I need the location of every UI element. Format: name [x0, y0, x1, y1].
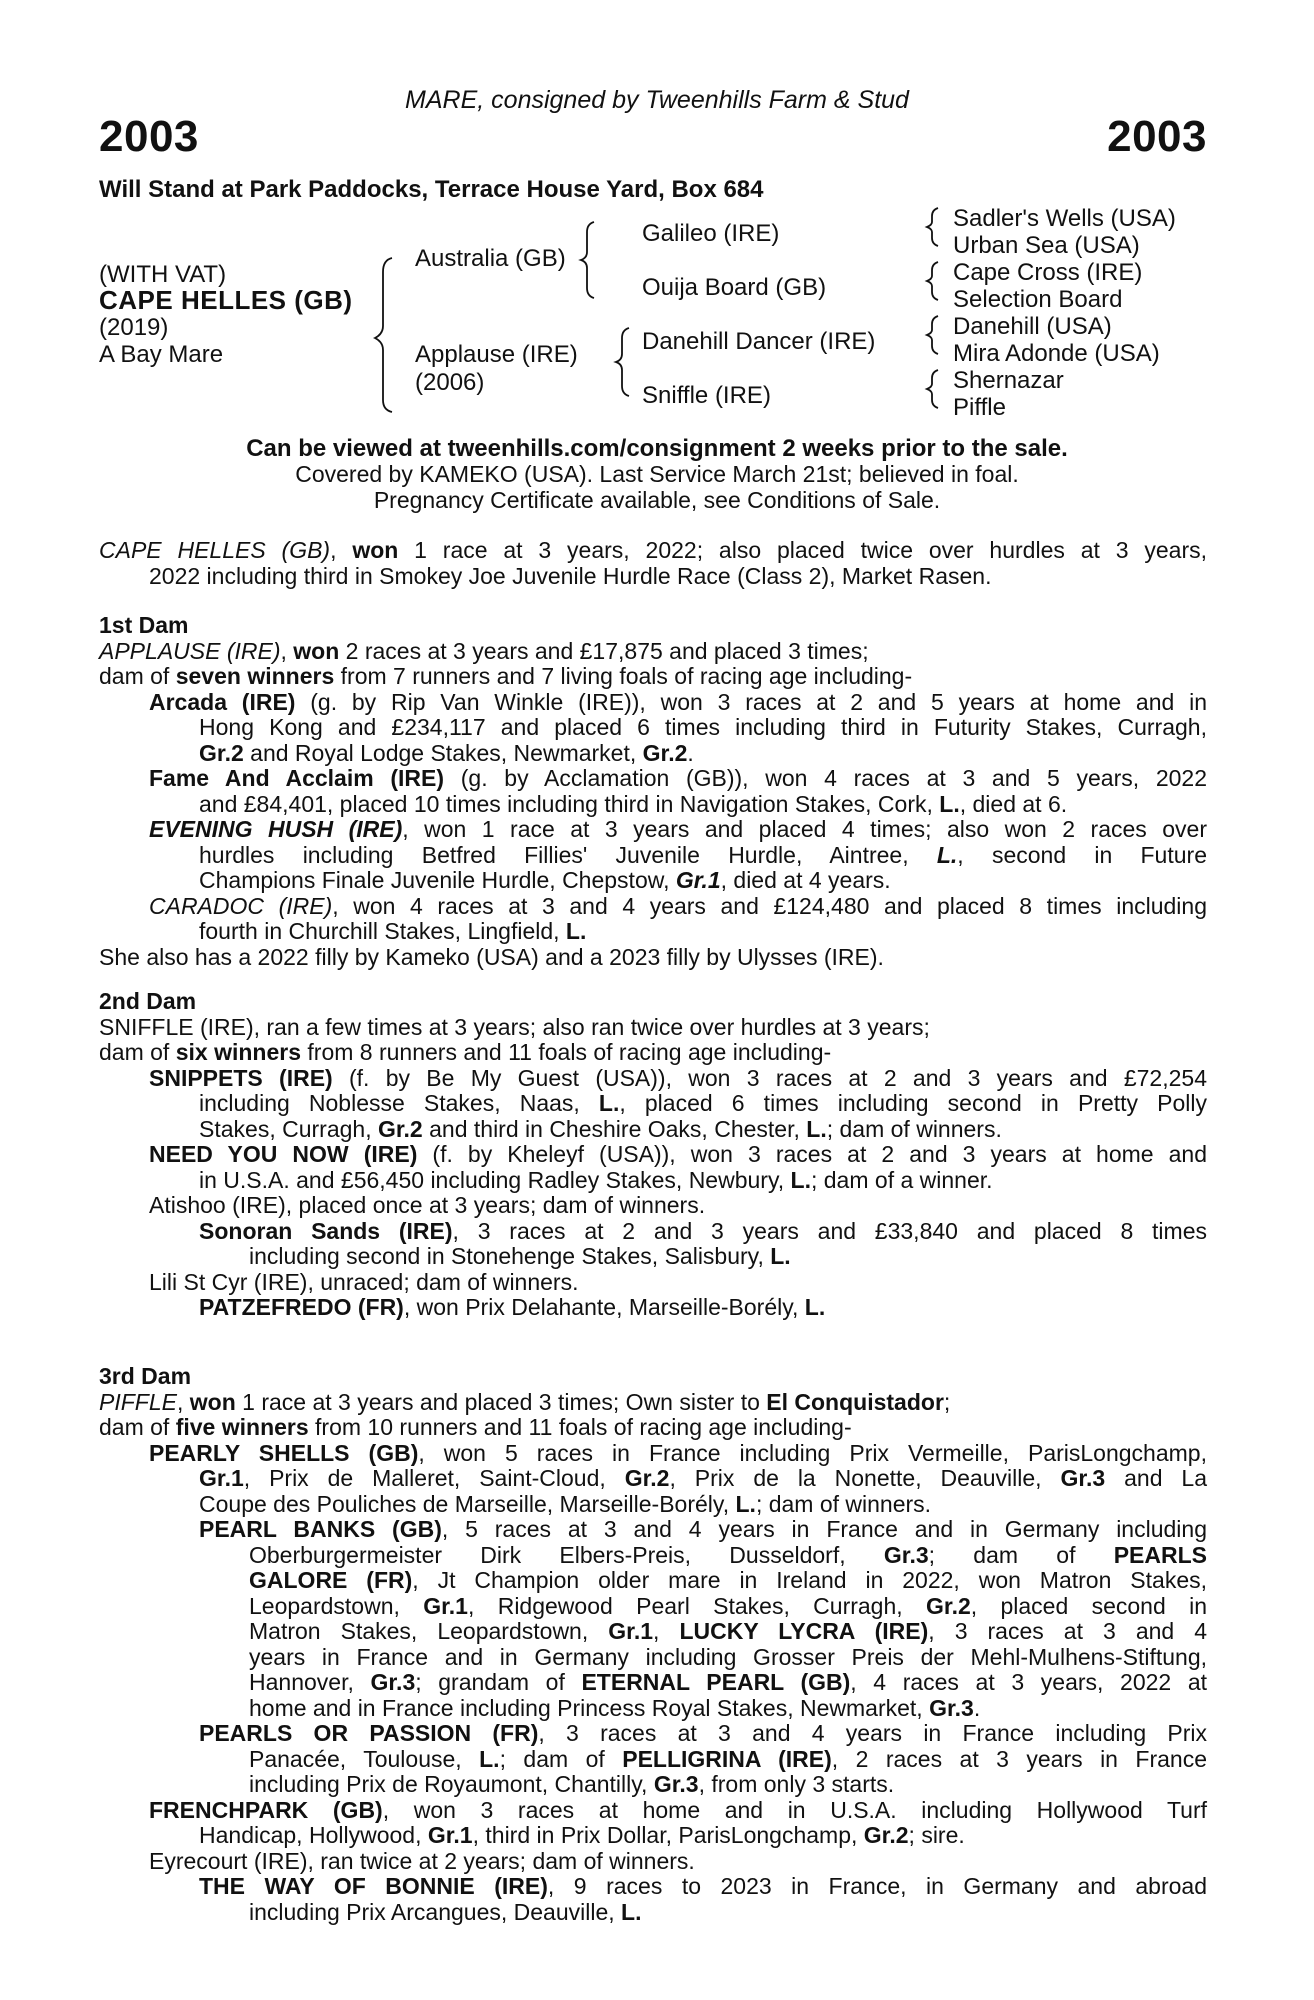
- first-dam-also: She also has a 2022 filly by Kameko (USA) and a 2023 filly by Ulysses (IRE).: [99, 943, 884, 970]
- pearls-galore-name-cont: GALORE (FR): [249, 1567, 413, 1593]
- dam-sire: Danehill Dancer (IRE): [642, 328, 876, 355]
- third-dam-name: PIFFLE: [99, 1388, 177, 1415]
- pearls-or-passion-text-6: , from only 3 starts.: [698, 1771, 895, 1797]
- sonoran-sands-name: Sonoran Sands (IRE): [199, 1217, 453, 1244]
- atishoo-line: Atishoo (IRE), placed once at 3 years; dam of winners.: [149, 1192, 706, 1218]
- pearls-or-passion-text-4: , 2 races at 3 years in France: [831, 1745, 1207, 1772]
- pearl-banks-text-7: , placed second in: [970, 1592, 1207, 1619]
- summary-text: 1 race at 3 years, 2022; also placed twice over hurdles at 3 years,: [398, 537, 1207, 563]
- viewing-note: Can be viewed at tweenhills.com/consignment 2 weeks prior to the sale.: [246, 435, 1068, 462]
- third-dam-record: 1 race at 3 years and placed 3 times; Own sister to: [235, 1388, 767, 1415]
- stand-location: Will Stand at Park Paddocks, Terrace House Yard, Box 684: [99, 176, 764, 203]
- snippets-name: SNIPPETS (IRE): [149, 1064, 333, 1091]
- third-dam-section: 3rd Dam PIFFLE, won 1 race at 3 years and placed 3 times; Own sister to El Conquistador; dam of five winners from 10 runners and 11 foals of racing age including- PEARLY SHELLS (GB), won 5 races in France including Prix Vermeille, ParisLongchamp, Gr.1, Prix de Malleret, Saint-Cloud, Gr.2, Prix de la Nonette, Deauville, Gr.3 and La Coupe des Pouliches de Marseille, Marseille-Borély, L.; dam of winners. PEARL BANKS (GB), 5 races at 3 and 4 years in France and in Germany including Oberburgermeister Dirk Elbers-Preis, Dusseldorf, Gr.3; dam of PEARLS GALORE (FR), Jt Champion older mare in Ireland in 2022, won Matron Stakes, Leopardstown, Gr.1, Ridgewood Pearl Stakes, Curragh, Gr.2, placed second in Matron Stakes, Leopardstown, Gr.1, LUCKY LYCRA (IRE), 3 races at 3 and 4 years in France and in Germany including Grosser Preis der Mehl-Mulhens-Stiftung, Hannover, Gr.3; grandam of ETERNAL PEARL (GB), 4 races at 3 years, 2022 at home and in France including Princess Royal Stakes, Newmarket, Gr.3. PEARLS OR PASSION (FR), 3 races at 3 and 4 years in France including Prix Panacée, Toulouse, L.; dam of PELLIGRINA (IRE), 2 races at 3 years in France including Prix de Royaumont, Chantilly, Gr.3, from only 3 starts. FRENCHPARK (GB), won 3 races at home and in U.S.A. including Hollywood Turf Handicap, Hollywood, Gr.1, third in Prix Dollar, ParisLongchamp, Gr.2; sire. Eyrecourt (IRE), ran twice at 2 years; dam of winners. THE WAY OF BONNIE (IRE), 9 races to 2023 in France, in Germany and abroad including Prix Arcangues, Deauville, L.: [99, 1363, 1208, 1925]
- grade-badge: Gr.3: [929, 1694, 974, 1721]
- snippets-text-4: Stakes, Curragh,: [199, 1115, 378, 1142]
- lot-number-left: 2003: [99, 112, 199, 161]
- evening-hush-text-3: , second in Future: [957, 841, 1207, 868]
- grade-badge: Gr.1: [427, 1822, 473, 1848]
- grade-badge: Gr.3: [883, 1541, 929, 1568]
- grandparent-6: Mira Adonde (USA): [953, 340, 1160, 367]
- grade-badge: Gr.1: [199, 1465, 244, 1491]
- grade-badge: Gr.1: [608, 1618, 654, 1644]
- progeny-frenchpark: [99, 1798, 1207, 1849]
- frenchpark-text-3: , third in Prix Dollar, ParisLongchamp,: [472, 1822, 864, 1848]
- grandparent-1: Sadler's Wells (USA): [953, 205, 1176, 232]
- eternal-pearl-name: ETERNAL PEARL (GB): [581, 1669, 851, 1695]
- pearl-banks-text-6: , Ridgewood Pearl Stakes, Curragh,: [467, 1592, 926, 1619]
- pearls-or-passion-text-1: , 3 races at 3 and 4 years in France including Prix: [538, 1720, 1207, 1746]
- grade-badge: Gr.2: [863, 1822, 909, 1848]
- consignor-line: MARE, consigned by Tweenhills Farm & Stud: [405, 86, 909, 114]
- fame-text-1: (g. by Acclamation (GB)), won 4 races at 3 and 5 years, 2022: [444, 765, 1207, 791]
- sire: Australia (GB): [415, 245, 566, 272]
- progeny-the-way-of-bonnie: [99, 1874, 1207, 1925]
- grade-badge: Gr.2: [624, 1465, 670, 1491]
- punctuation: .: [687, 739, 694, 766]
- the-way-of-bonnie-name: THE WAY OF BONNIE (IRE): [199, 1873, 548, 1899]
- grandparent-4: Selection Board: [953, 286, 1123, 313]
- pearly-shells-text-4: and La: [1105, 1465, 1207, 1491]
- progeny-snippets: [99, 1066, 1207, 1143]
- listed-badge: L.: [804, 1294, 826, 1320]
- second-dam-winners: six winners: [175, 1039, 301, 1065]
- the-way-of-bonnie-text-2: including Prix Arcangues, Deauville,: [249, 1898, 622, 1925]
- vat-note: (WITH VAT): [99, 261, 227, 288]
- listed-badge: L.: [565, 918, 587, 944]
- progeny-fame-and-acclaim: [99, 766, 1207, 817]
- the-way-of-bonnie-text-1: , 9 races to 2023 in France, in Germany and abroad: [547, 1873, 1207, 1899]
- progeny-caradoc: [99, 894, 1207, 945]
- pearl-banks-text-8: Matron Stakes, Leopardstown,: [249, 1618, 609, 1644]
- pregnancy-note: Pregnancy Certificate available, see Conditions of Sale.: [373, 486, 941, 513]
- first-dam-produce-text: from 7 runners and 7 living foals of racing age including-: [334, 663, 913, 689]
- grade-badge: Gr.2: [377, 1115, 423, 1142]
- grade-badge: Gr.3: [653, 1771, 699, 1797]
- patzefredo-name: PATZEFREDO (FR): [199, 1294, 404, 1320]
- dam-year: (2006): [415, 369, 485, 396]
- sonoran-sands-text-2: including second in Stonehenge Stakes, Salisbury,: [249, 1243, 771, 1269]
- caradoc-text-1: , won 4 races at 3 and 4 years and £124,480 and placed 8 times including: [332, 892, 1208, 919]
- grade-badge: Gr.2: [199, 739, 244, 766]
- sonoran-sands-text-1: , 3 races at 2 and 3 years and £33,840 and placed 8 times: [452, 1217, 1207, 1244]
- sire-dam: Ouija Board (GB): [642, 274, 827, 301]
- first-dam-heading: 1st Dam: [99, 612, 189, 638]
- horse-name: CAPE HELLES (GB): [99, 285, 353, 315]
- pearly-shells-text-2: , Prix de Malleret, Saint-Cloud,: [243, 1465, 625, 1491]
- grandparent-2: Urban Sea (USA): [953, 232, 1140, 259]
- grade-badge: Gr.1: [423, 1592, 468, 1619]
- pearl-banks-text-1: , 5 races at 3 and 4 years in France and in Germany including: [441, 1516, 1207, 1542]
- pearl-banks-text-12: ; grandam of: [415, 1669, 582, 1695]
- first-dam-won: won: [293, 637, 340, 664]
- snippets-text-2: including Noblesse Stakes, Naas,: [199, 1090, 599, 1116]
- third-dam-won: won: [189, 1388, 236, 1415]
- pearly-shells-text-3: , Prix de la Nonette, Deauville,: [669, 1465, 1061, 1491]
- third-dam-heading: 3rd Dam: [99, 1363, 192, 1389]
- arcada-text-2: Hong Kong and £234,117 and placed 6 times including third in Futurity Stakes, Curragh,: [199, 714, 1207, 740]
- pearl-banks-text-2: Oberburgermeister Dirk Elbers-Preis, Dusseldorf,: [249, 1541, 884, 1568]
- pelligrina-name: PELLIGRINA (IRE): [622, 1745, 832, 1772]
- punctuation: .: [973, 1694, 981, 1721]
- pearls-galore-name: PEARLS: [1113, 1541, 1207, 1568]
- horse-summary: CAPE HELLES (GB), won 1 race at 3 years, 2022; also placed twice over hurdles at 3 years, 2022 including third in Smokey Joe Juvenile Hurdle Race (Class 2), Market Rasen.: [99, 537, 1207, 589]
- need-you-now-name: NEED YOU NOW (IRE): [149, 1141, 418, 1167]
- grandparent-3: Cape Cross (IRE): [953, 259, 1143, 286]
- pearl-banks-name: PEARL BANKS (GB): [199, 1516, 442, 1542]
- summary-name: CAPE HELLES (GB): [99, 537, 331, 563]
- listed-badge: L.: [770, 1243, 791, 1269]
- grandparent-8: Piffle: [953, 394, 1006, 421]
- sale-notes: [0, 436, 1314, 513]
- listed-badge: L.: [621, 1898, 642, 1925]
- snippets-text-1: (f. by Be My Guest (USA)), won 3 races at 2 and 3 years and £72,254: [332, 1064, 1207, 1091]
- second-dam-produce-prefix: dam of: [99, 1039, 176, 1065]
- patzefredo-text: , won Prix Delahante, Marseille-Borély,: [403, 1294, 805, 1320]
- pearl-banks-text-3: ; dam of: [928, 1541, 1114, 1568]
- grade-badge: Gr.3: [370, 1669, 416, 1695]
- punctuation: ;: [943, 1388, 951, 1415]
- pearl-banks-text-10: years in France and in Germany including Grosser Preis der Mehl-Mulhens-Stiftung,: [249, 1643, 1207, 1670]
- progeny-pearly-shells: [99, 1441, 1207, 1518]
- progeny-evening-hush: [99, 817, 1207, 894]
- third-dam-winners: five winners: [175, 1414, 309, 1440]
- listed-badge: L.: [479, 1745, 500, 1772]
- progeny-pearl-banks: [99, 1517, 1207, 1721]
- horse-description: A Bay Mare: [99, 341, 224, 368]
- grade-badge: Gr.2: [926, 1592, 971, 1619]
- first-dam-record: 2 races at 3 years and £17,875 and placed 3 times;: [339, 637, 869, 664]
- pearly-shells-text-6: ; dam of winners.: [755, 1490, 932, 1517]
- first-dam-produce-prefix: dam of: [99, 663, 176, 689]
- lot-number-right: 2003: [1107, 112, 1207, 161]
- pearls-or-passion-text-2: Panacée, Toulouse,: [249, 1745, 480, 1772]
- progeny-arcada: [99, 690, 1207, 767]
- frenchpark-name: FRENCHPARK (GB): [149, 1796, 383, 1823]
- need-you-now-text-2: in U.S.A. and £56,450 including Radley Stakes, Newbury,: [199, 1166, 791, 1193]
- second-dam-produce-text: from 8 runners and 11 foals of racing age including-: [301, 1039, 832, 1065]
- progeny-pearls-or-passion: [99, 1721, 1207, 1798]
- arcada-text-3: and Royal Lodge Stakes, Newmarket,: [243, 739, 643, 766]
- lucky-lycra-name: LUCKY LYCRA (IRE): [679, 1618, 929, 1644]
- punctuation: ,: [653, 1618, 680, 1644]
- pearl-banks-text-4: , Jt Champion older mare in Ireland in 2022, won Matron Stakes,: [412, 1567, 1207, 1593]
- listed-badge: L.: [806, 1115, 827, 1142]
- summary-won: won: [352, 537, 399, 563]
- sire-sire: Galileo (IRE): [642, 220, 780, 247]
- pearls-or-passion-name: PEARLS OR PASSION (FR): [199, 1720, 539, 1746]
- pearl-banks-text-9: , 3 races at 3 and 4: [928, 1618, 1208, 1644]
- pearl-banks-text-14: home and in France including Princess Royal Stakes, Newmarket,: [249, 1694, 930, 1721]
- grade-badge: Gr.3: [1060, 1465, 1106, 1491]
- progeny-need-you-now: [99, 1142, 1207, 1193]
- covered-note: Covered by KAMEKO (USA). Last Service March 21st; believed in foal.: [295, 461, 1019, 487]
- caradoc-name: CARADOC (IRE): [149, 892, 333, 919]
- caradoc-text-2: fourth in Churchill Stakes, Lingfield,: [199, 918, 566, 944]
- evening-hush-text-2: hurdles including Betfred Fillies' Juvenile Hurdle, Aintree,: [199, 841, 937, 868]
- dam: Applause (IRE): [415, 341, 578, 368]
- progeny-sonoran-sands: [99, 1219, 1207, 1270]
- first-dam-name: APPLAUSE (IRE): [99, 637, 281, 664]
- pearly-shells-name: PEARLY SHELLS (GB): [149, 1439, 419, 1466]
- grade-badge: Gr.1: [675, 867, 721, 893]
- third-dam-produce-prefix: dam of: [99, 1414, 176, 1440]
- need-you-now-text-1: (f. by Kheleyf (USA)), won 3 races at 2 and 3 years at home and: [417, 1141, 1208, 1167]
- pearl-banks-text-5: Leopardstown,: [249, 1592, 424, 1619]
- grade-badge: Gr.2: [642, 739, 688, 766]
- evening-hush-text-4: Champions Finale Juvenile Hurdle, Chepstow,: [199, 867, 676, 893]
- eyrecourt-line: Eyrecourt (IRE), ran twice at 2 years; dam of winners.: [149, 1847, 695, 1874]
- evening-hush-text-1: , won 1 race at 3 years and placed 4 times; also won 2 races over: [402, 816, 1207, 842]
- first-dam-winners: seven winners: [175, 663, 335, 689]
- snippets-text-5: and third in Cheshire Oaks, Chester,: [422, 1115, 807, 1142]
- need-you-now-text-3: ; dam of a winner.: [810, 1166, 993, 1193]
- fame-text-2: and £84,401, placed 10 times including third in Navigation Stakes, Cork,: [199, 790, 940, 817]
- arcada-text-1: (g. by Rip Van Winkle (IRE)), won 3 races at 2 and 5 years at home and in: [295, 688, 1207, 715]
- frenchpark-text-1: , won 3 races at home and in U.S.A. including Hollywood Turf: [382, 1796, 1208, 1823]
- arcada-name: Arcada (IRE): [149, 688, 296, 715]
- first-dam-section: 1st Dam APPLAUSE (IRE), won 2 races at 3 years and £17,875 and placed 3 times; dam of seven winners from 7 runners and 7 living foals of racing age including- Arcada (IRE) (g. by Rip Van Winkle (IRE)), won 3 races at 2 and 5 years at home and in Hong Kong and £234,117 and placed 6 times including third in Futurity Stakes, Curragh, Gr.2 and Royal Lodge Stakes, Newmarket, Gr.2. Fame And Acclaim (IRE) (g. by Acclamation (GB)), won 4 races at 3 and 5 years, 2022 and £84,401, placed 10 times including third in Navigation Stakes, Cork, L., died at 6. EVENING HUSH (IRE), won 1 race at 3 years and placed 4 times; also won 2 races over hurdles including Betfred Fillies' Juvenile Hurdle, Aintree, L., second in Future Champions Finale Juvenile Hurdle, Chepstow, Gr.1, died at 4 years. CARADOC (IRE), won 4 races at 3 and 4 years and £124,480 and placed 8 times including fourth in Churchill Stakes, Lingfield, L. She also has a 2022 filly by Kameko (USA) and a 2023 filly by Ulysses (IRE).: [99, 612, 1208, 970]
- pearly-shells-text-1: , won 5 races in France including Prix Vermeille, ParisLongchamp,: [418, 1439, 1207, 1466]
- evening-hush-name: EVENING HUSH (IRE): [149, 816, 403, 842]
- grandparent-5: Danehill (USA): [953, 313, 1112, 340]
- evening-hush-text-5: , died at 4 years.: [720, 867, 891, 893]
- listed-badge: L.: [598, 1090, 620, 1116]
- pearl-banks-text-13: , 4 races at 3 years, 2022 at: [850, 1669, 1207, 1695]
- progeny-patzefredo: [99, 1295, 1207, 1321]
- second-dam-heading: 2nd Dam: [99, 988, 197, 1014]
- second-dam-section: [99, 989, 1207, 1321]
- third-dam-sibling: El Conquistador: [766, 1388, 944, 1415]
- snippets-text-6: ; dam of winners.: [826, 1115, 1002, 1142]
- listed-badge: L.: [936, 841, 958, 868]
- third-dam-produce-text: from 10 runners and 11 foals of racing age including-: [308, 1414, 852, 1440]
- second-dam-line: SNIFFLE (IRE), ran a few times at 3 years; also ran twice over hurdles at 3 years;: [99, 1013, 930, 1040]
- dam-dam: Sniffle (IRE): [642, 382, 771, 409]
- frenchpark-text-2: Handicap, Hollywood,: [199, 1822, 428, 1848]
- pearly-shells-text-5: Coupe des Pouliches de Marseille, Marseille-Borély,: [199, 1490, 736, 1517]
- pearls-or-passion-text-3: ; dam of: [499, 1745, 623, 1772]
- summary-text-2: 2022 including third in Smokey Joe Juvenile Hurdle Race (Class 2), Market Rasen.: [149, 562, 992, 589]
- pearl-banks-text-11: Hannover,: [249, 1669, 371, 1695]
- pearls-or-passion-text-5: including Prix de Royaumont, Chantilly,: [249, 1771, 654, 1797]
- snippets-text-3: , placed 6 times including second in Pretty Polly: [619, 1090, 1207, 1116]
- listed-badge: L.: [939, 790, 960, 817]
- fame-text-3: , died at 6.: [959, 790, 1068, 817]
- lili-st-cyr-line: Lili St Cyr (IRE), unraced; dam of winners.: [149, 1268, 579, 1295]
- horse-year: (2019): [99, 314, 169, 341]
- fame-name: Fame And Acclaim (IRE): [149, 765, 445, 791]
- frenchpark-text-4: ; sire.: [908, 1822, 965, 1848]
- listed-badge: L.: [790, 1166, 811, 1193]
- listed-badge: L.: [735, 1490, 756, 1517]
- grandparent-7: Shernazar: [953, 367, 1064, 394]
